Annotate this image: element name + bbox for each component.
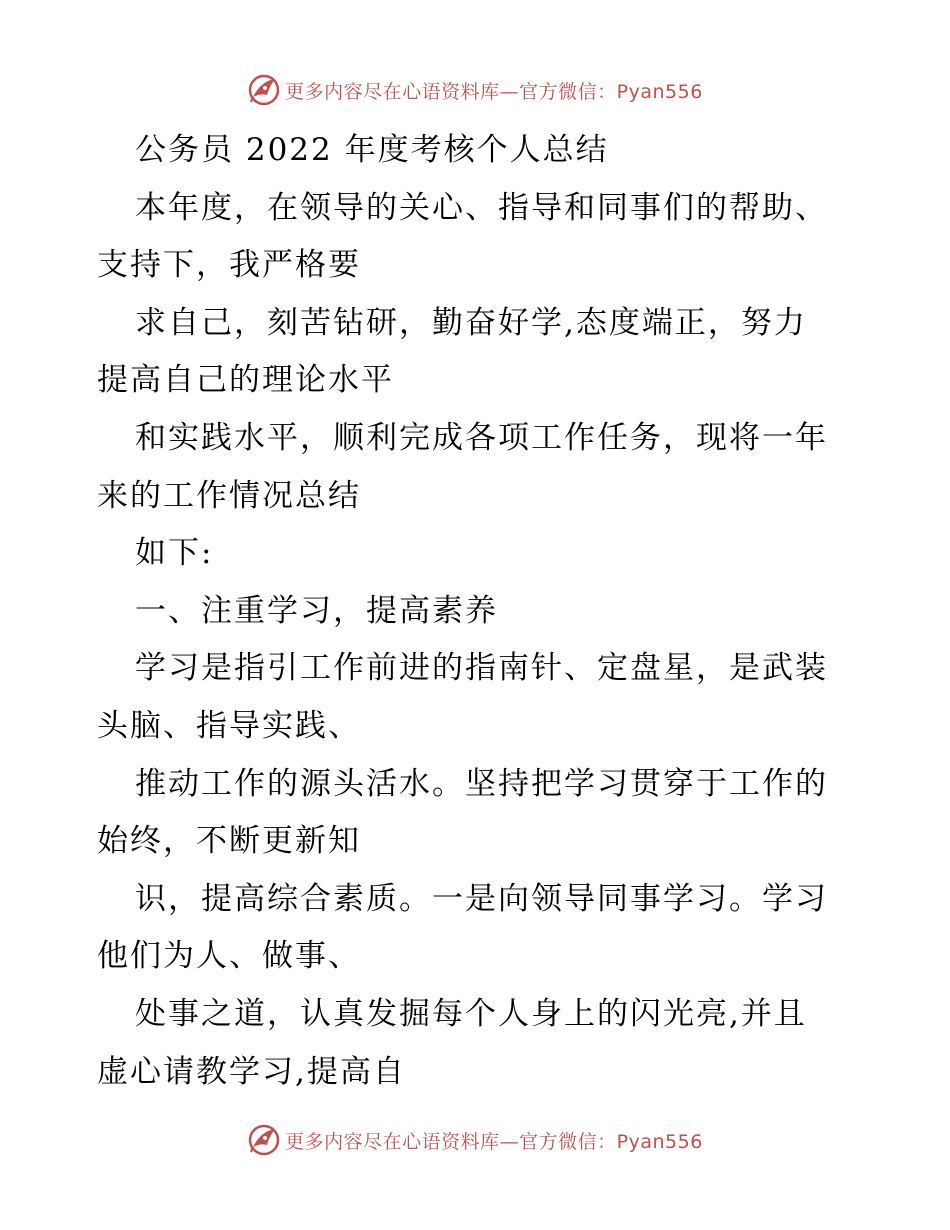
paragraph-line: 学习是指引工作前进的指南针、定盘星，是武装 xyxy=(135,650,828,687)
paragraph-line: 他们为人、做事、 xyxy=(97,938,361,975)
pen-nib-logo-icon xyxy=(247,73,281,107)
paragraph-line: 求自己，刻苦钻研，勤奋好学,态度端正，努力 xyxy=(135,304,807,341)
paragraph-line: 头脑、指导实践、 xyxy=(97,707,361,744)
footer-watermark-banner xyxy=(0,1122,950,1158)
paragraph-line: 推动工作的源头活水。坚持把学习贯穿于工作的 xyxy=(135,765,828,802)
paragraph-line: 本年度，在领导的关心、指导和同事们的帮助、 xyxy=(135,189,828,226)
wechat-id: Pyan556 xyxy=(616,1130,703,1153)
paragraph-line: 处事之道，认真发掘每个人身上的闪光亮,并且 xyxy=(135,995,807,1032)
paragraph-line: 如下: xyxy=(135,535,214,572)
paragraph-line: 识，提高综合素质。一是向领导同事学习。学习 xyxy=(135,880,828,917)
wechat-id: Pyan556 xyxy=(616,80,703,103)
paragraph-line: 虚心请教学习,提高自 xyxy=(97,1053,406,1090)
document-title: 公务员 2022 年度考核个人总结 xyxy=(135,132,609,168)
header-watermark-banner xyxy=(0,72,950,108)
paragraph-line: 始终，不断更新知 xyxy=(97,823,361,860)
paragraph-line: 和实践水平，顺利完成各项工作任务，现将一年 xyxy=(135,419,828,456)
watermark-text: 更多内容尽在心语资料库—官方微信：Pyan556 xyxy=(285,80,703,103)
paragraph-line: 支持下，我严格要 xyxy=(97,247,361,284)
document-body xyxy=(97,122,857,1101)
paragraph-line: 一、注重学习，提高素养 xyxy=(135,592,498,629)
paragraph-line: 来的工作情况总结 xyxy=(97,477,361,514)
pen-nib-logo-icon xyxy=(247,1123,281,1157)
paragraph-line: 提高自己的理论水平 xyxy=(97,362,394,399)
watermark-text: 更多内容尽在心语资料库—官方微信：Pyan556 xyxy=(285,1130,703,1153)
